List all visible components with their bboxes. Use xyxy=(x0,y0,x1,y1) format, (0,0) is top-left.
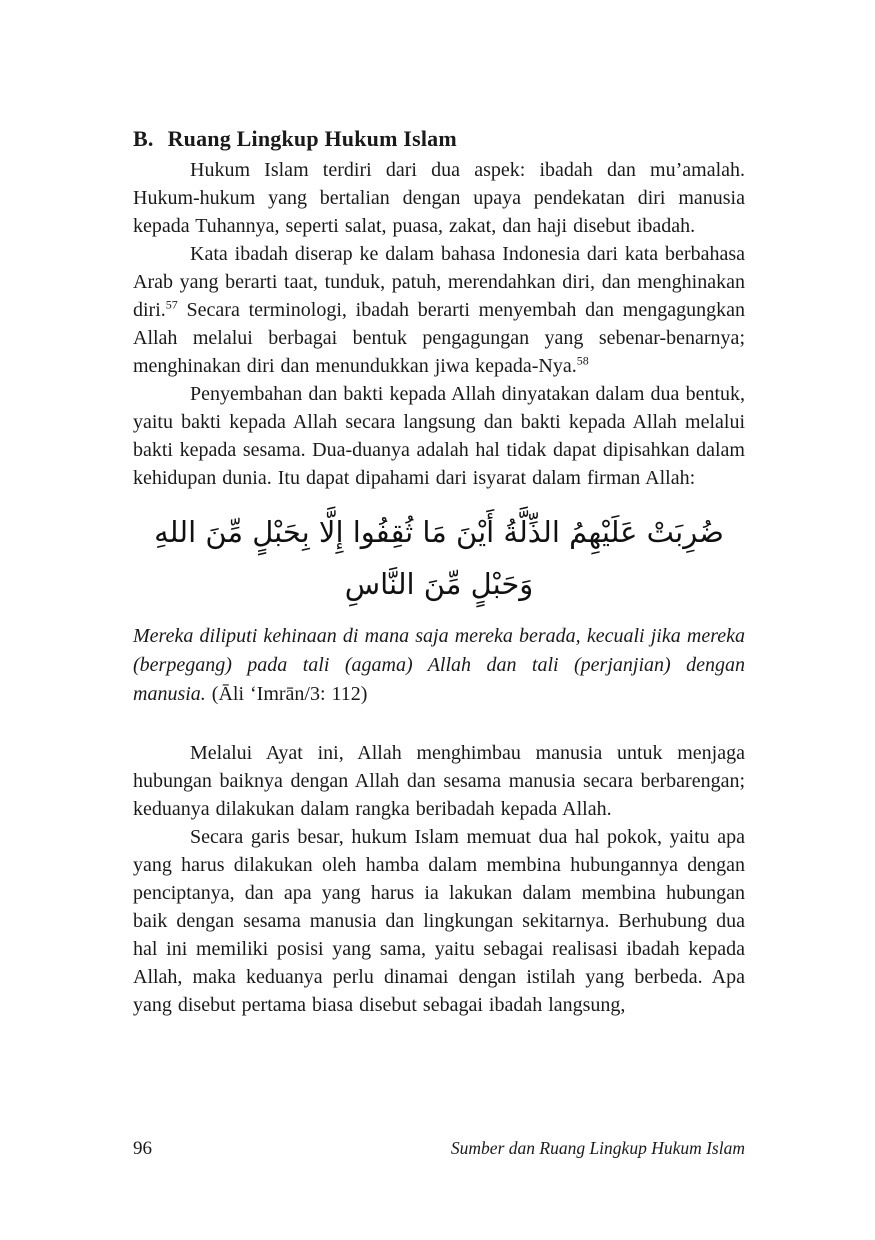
quran-verse-arabic: ضُرِبَتْ عَلَيْهِمُ الذِّلَّةُ أَيْنَ مَا ثُقِفُوا إِلَّا بِحَبْلٍ مِّنَ اللهِ وَحَبْلٍ مِّنَ النَّاسِ xyxy=(154,515,724,601)
page-footer xyxy=(133,1138,745,1160)
footnote-marker-58: 58 xyxy=(576,353,589,368)
page-content xyxy=(133,126,745,1019)
page-number: 96 xyxy=(133,1138,152,1159)
section-heading-label: B. xyxy=(133,126,154,151)
paragraph-2-text-b: Secara terminologi, ibadah berarti menyembah dan mengagungkan Allah melalui berbagai bentuk pengagungan yang sebenar-benarnya; menghinakan diri dan menundukkan jiwa kepada-Nya. xyxy=(133,299,745,377)
verse-translation xyxy=(133,622,745,709)
paragraph-4: Melalui Ayat ini, Allah menghimbau manusia untuk menjaga hubungan baiknya dengan Allah dan sesama manusia secara berbarengan; keduanya dilakukan dalam rangka beribadah kepada Allah. xyxy=(133,742,745,820)
verse-translation-text: Mereka diliputi kehinaan di mana saja mereka berada, kecuali jika mereka (berpegang) pada tali (agama) Allah dan tali (perjanjian) dengan manusia. xyxy=(133,625,745,705)
paragraph-5: Secara garis besar, hukum Islam memuat dua hal pokok, yaitu apa yang harus dilakukan oleh hamba dalam membina hubungannya dengan penciptanya, dan apa yang harus ia lakukan dalam membina hubungan baik dengan sesama manusia dan lingkungan sekitarnya. Berhubung dua hal ini memiliki posisi yang sama, yaitu sebagai realisasi ibadah kepada Allah, maka keduanya perlu dinamai dengan istilah yang berbeda. Apa yang disebut pertama biasa disebut sebagai ibadah langsung, xyxy=(133,826,745,1016)
paragraph-3: Penyembahan dan bakti kepada Allah dinyatakan dalam dua bentuk, yaitu bakti kepada Allah secara langsung dan bakti kepada Allah melalui bakti kepada sesama. Dua-duanya adalah hal tidak dapat dipisahkan dalam kehidupan dunia. Itu dapat dipahami dari isyarat dalam firman Allah: xyxy=(133,383,745,489)
paragraph-2-text-a: Kata ibadah diserap ke dalam bahasa Indonesia dari kata berbahasa Arab yang berarti taat, tunduk, patuh, merendahkan diri, dan menghinakan diri. xyxy=(133,243,745,321)
paragraph-1: Hukum Islam terdiri dari dua aspek: ibadah dan mu’amalah. Hukum-hukum yang bertalian dengan upaya pendekatan diri manusia kepada Tuhannya, seperti salat, puasa, zakat, dan haji disebut ibadah. xyxy=(133,159,745,237)
section-heading xyxy=(133,126,745,152)
footnote-marker-57: 57 xyxy=(165,297,178,312)
verse-reference: (Āli ‘Imrān/3: 112) xyxy=(211,683,368,705)
section-heading-title: Ruang Lingkup Hukum Islam xyxy=(167,126,457,151)
paragraph-2 xyxy=(133,240,745,380)
running-title: Sumber dan Ruang Lingkup Hukum Islam xyxy=(450,1138,745,1158)
